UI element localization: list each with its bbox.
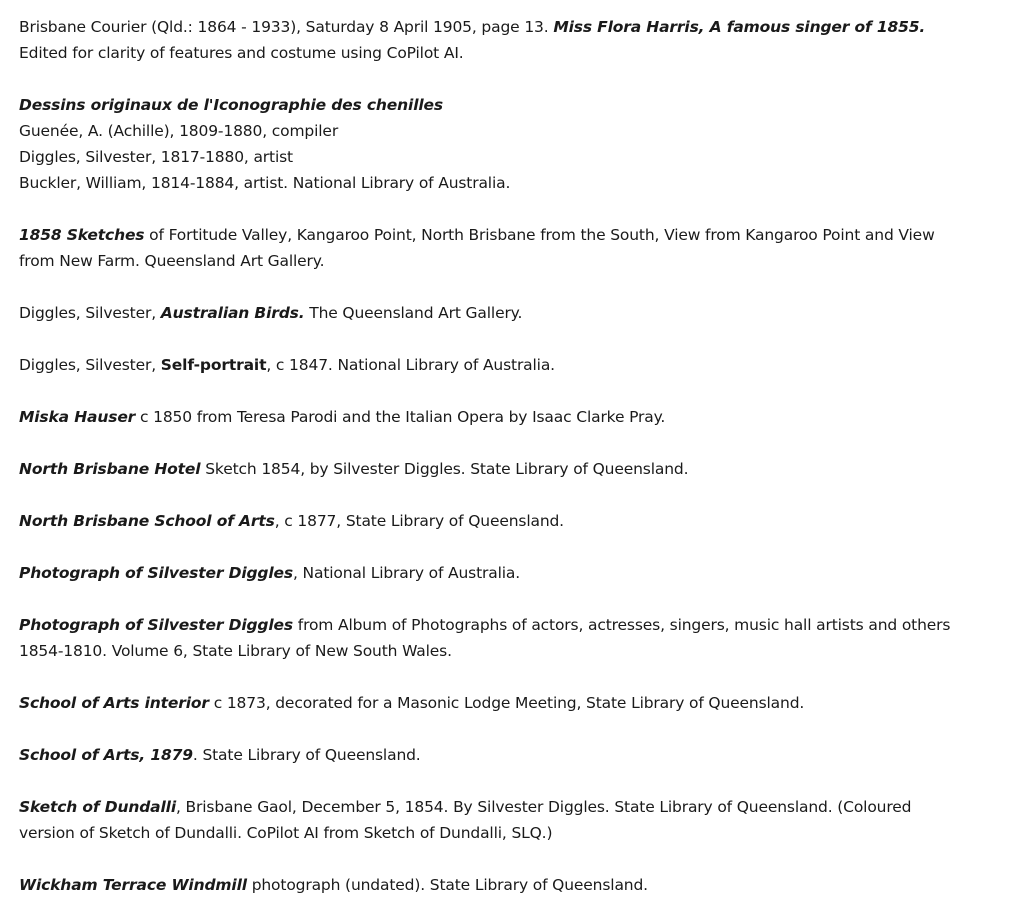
entry-title: Photograph of Silvester Diggles: [19, 564, 293, 582]
reference-entry: [19, 612, 969, 664]
reference-entry: [19, 872, 969, 898]
reference-entry: [19, 14, 969, 66]
reference-entry: [19, 690, 969, 716]
entry-title: Miska Hauser: [19, 408, 136, 426]
entry-description: photograph (undated). State Library of Queensland.: [246, 876, 648, 894]
entry-author: Diggles, Silvester,: [19, 304, 161, 322]
reference-entry: [19, 742, 969, 768]
entry-description: , c 1847. National Library of Australia.: [266, 356, 555, 374]
entry-author: Diggles, Silvester,: [19, 356, 161, 374]
entry-description: , Brisbane Gaol, December 5, 1854. By Silvester Diggles. State Library of Queensland. (Coloured version of Sketch of Dundalli. CoPilot AI from Sketch of Dundalli, SLQ.): [19, 798, 912, 842]
entry-title: 1858 Sketches: [19, 226, 145, 244]
entry-description: Sketch 1854, by Silvester Diggles. State Library of Queensland.: [200, 460, 689, 478]
entry-title: Dessins originaux de l'Iconographie des chenilles: [19, 96, 443, 114]
entry-description: , c 1877, State Library of Queensland.: [274, 512, 564, 530]
reference-entry: [19, 300, 969, 326]
entry-credit-line: Buckler, William, 1814-1884, artist. National Library of Australia.: [19, 174, 511, 192]
reference-entry: [19, 352, 969, 378]
reference-entry: [19, 508, 969, 534]
entry-title: School of Arts, 1879: [19, 746, 193, 764]
reference-entry: [19, 222, 969, 274]
reference-entry: [19, 404, 969, 430]
entry-description: , National Library of Australia.: [292, 564, 521, 582]
entry-description: c 1850 from Teresa Parodi and the Italian Opera by Isaac Clarke Pray.: [135, 408, 666, 426]
entry-description: c 1873, decorated for a Masonic Lodge Meeting, State Library of Queensland.: [208, 694, 805, 712]
reference-entry: [19, 456, 969, 482]
entry-description: Edited for clarity of features and costume using CoPilot AI.: [19, 44, 464, 62]
entry-credit-line: Guenée, A. (Achille), 1809-1880, compiler: [19, 122, 339, 140]
entry-title: Australian Birds.: [160, 304, 305, 322]
entry-title: Self-portrait: [160, 356, 267, 374]
entry-source-text: Brisbane Courier (Qld.: 1864 - 1933), Saturday 8 April 1905, page 13.: [19, 18, 554, 36]
reference-entry: [19, 92, 969, 196]
entry-description: from Album of Photographs of actors, actresses, singers, music hall artists and others 1854-1810. Volume 6, State Library of New South Wales.: [19, 616, 951, 660]
entry-title: North Brisbane Hotel: [19, 460, 201, 478]
entry-title: Wickham Terrace Windmill: [19, 876, 247, 894]
entry-description: . State Library of Queensland.: [192, 746, 421, 764]
reference-entry: [19, 794, 969, 846]
entry-title: North Brisbane School of Arts: [19, 512, 275, 530]
entry-title: Miss Flora Harris, A famous singer of 1855.: [553, 18, 926, 36]
entry-description: of Fortitude Valley, Kangaroo Point, North Brisbane from the South, View from Kangaroo Point and View from New Farm. Queensland Art Gallery.: [19, 226, 935, 270]
entry-description: The Queensland Art Gallery.: [304, 304, 523, 322]
entry-title: Sketch of Dundalli: [19, 798, 176, 816]
entry-title: Photograph of Silvester Diggles: [19, 616, 293, 634]
reference-entry: [19, 560, 969, 586]
entry-credit-line: Diggles, Silvester, 1817-1880, artist: [19, 148, 293, 166]
entry-title: School of Arts interior: [19, 694, 209, 712]
